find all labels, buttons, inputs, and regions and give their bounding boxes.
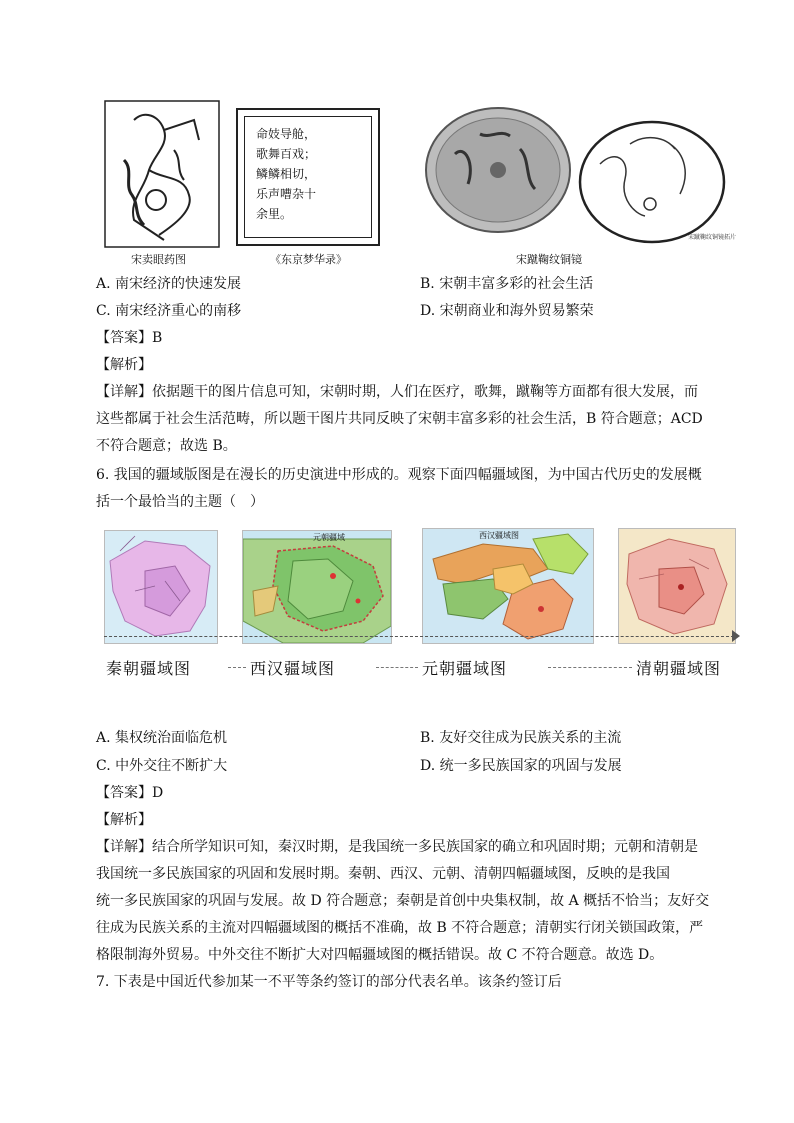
mirror-inscription: 宋蹴鞠纹铜镜拓片 — [688, 234, 737, 241]
q6-detail-line: 统一多民族国家的巩固与发展。故 D 符合题意；秦朝是首创中央集权制，故 A 概括不恰当；友好交 — [96, 893, 710, 909]
q6-stem-line: 6. 我国的疆域版图是在漫长的历史演进中形成的。观察下面四幅疆域图，为中国古代历史的发展概 — [96, 467, 702, 483]
map-yuan-title: 元朝疆域 — [313, 533, 345, 542]
q6-detail-line: 往成为民族关系的主流对四幅疆域图的概括不准确，故 B 不符合题意；清朝实行闭关锁国政策，严 — [96, 920, 704, 936]
q5-option-d: D. 宋朝商业和海外贸易繁荣 — [420, 303, 594, 319]
q6-option-d: D. 统一多民族国家的巩固与发展 — [420, 758, 622, 774]
map-label-qin: 秦朝疆域图 — [106, 659, 192, 678]
cuju-mirror-drawing — [420, 104, 738, 244]
map-han — [422, 528, 594, 644]
dongjing-menghua-lu-box — [236, 108, 380, 246]
book-excerpt — [256, 124, 316, 224]
book-line: 命妓导舱， — [256, 127, 317, 141]
q5-analysis-label: 【解析】 — [96, 357, 152, 373]
q5-detail-line: 不符合题意；故选 B。 — [96, 438, 237, 454]
caption-book: 《东京梦华录》 — [270, 253, 347, 266]
q6-option-c: C. 中外交往不断扩大 — [96, 758, 228, 774]
caption-medicine: 宋卖眼药图 — [131, 253, 186, 266]
caption-mirror: 宋蹴鞠纹铜镜 — [516, 253, 582, 266]
q7-stem: 7. 下表是中国近代参加某一不平等条约签订的部分代表名单。该条约签订后 — [96, 974, 562, 990]
medicine-seller-drawing — [104, 100, 220, 248]
book-line: 鳞鳞相切， — [256, 167, 317, 181]
q5-detail-line: 【详解】依据题干的图片信息可知，宋朝时期，人们在医疗，歌舞，蹴鞠等方面都有很大发展，而 — [96, 384, 698, 400]
q5-option-b: B. 宋朝丰富多彩的社会生活 — [420, 276, 594, 292]
q6-answer: 【答案】D — [96, 785, 164, 801]
q6-option-a: A. 集权统治面临危机 — [96, 730, 228, 746]
q5-option-a: A. 南宋经济的快速发展 — [96, 276, 242, 292]
map-label-yuan: 元朝疆域图 — [422, 659, 508, 678]
q6-detail-line: 格限制海外贸易。中外交往不断扩大对四幅疆域图的概括错误。故 C 不符合题意。故选 D。 — [96, 947, 664, 963]
timeline-line — [104, 636, 734, 637]
map-yuan — [242, 530, 392, 644]
q6-detail-line: 我国统一多民族国家的巩固和发展时期。秦朝、西汉、元朝、清朝四幅疆域图，反映的是我国 — [96, 866, 670, 882]
map-label-han: 西汉疆域图 — [250, 659, 336, 678]
map-label-qing: 清朝疆域图 — [636, 659, 722, 678]
book-line: 乐声嘈杂十 — [256, 187, 317, 201]
cuju-mirror-figure — [420, 104, 738, 244]
q6-option-b: B. 友好交往成为民族关系的主流 — [420, 730, 622, 746]
medicine-seller-figure — [104, 100, 220, 248]
map-qin — [104, 530, 218, 644]
map-han-title: 西汉疆域图 — [479, 531, 519, 540]
book-line: 余里。 — [256, 207, 293, 221]
map-qing — [618, 528, 736, 644]
q5-answer: 【答案】B — [96, 330, 163, 346]
q6-detail-line: 【详解】结合所学知识可知，秦汉时期，是我国统一多民族国家的确立和巩固时期；元朝和清朝是 — [96, 839, 698, 855]
q6-stem-line: 括一个最恰当的主题（ ） — [96, 494, 264, 510]
q6-analysis-label: 【解析】 — [96, 812, 152, 828]
q5-option-c: C. 南宋经济重心的南移 — [96, 303, 242, 319]
book-line: 歌舞百戏； — [256, 147, 317, 161]
timeline-arrow-icon — [732, 630, 740, 642]
q5-detail-line: 这些都属于社会生活范畴，所以题干图片共同反映了宋朝丰富多彩的社会生活，B 符合题意；ACD — [96, 411, 703, 427]
